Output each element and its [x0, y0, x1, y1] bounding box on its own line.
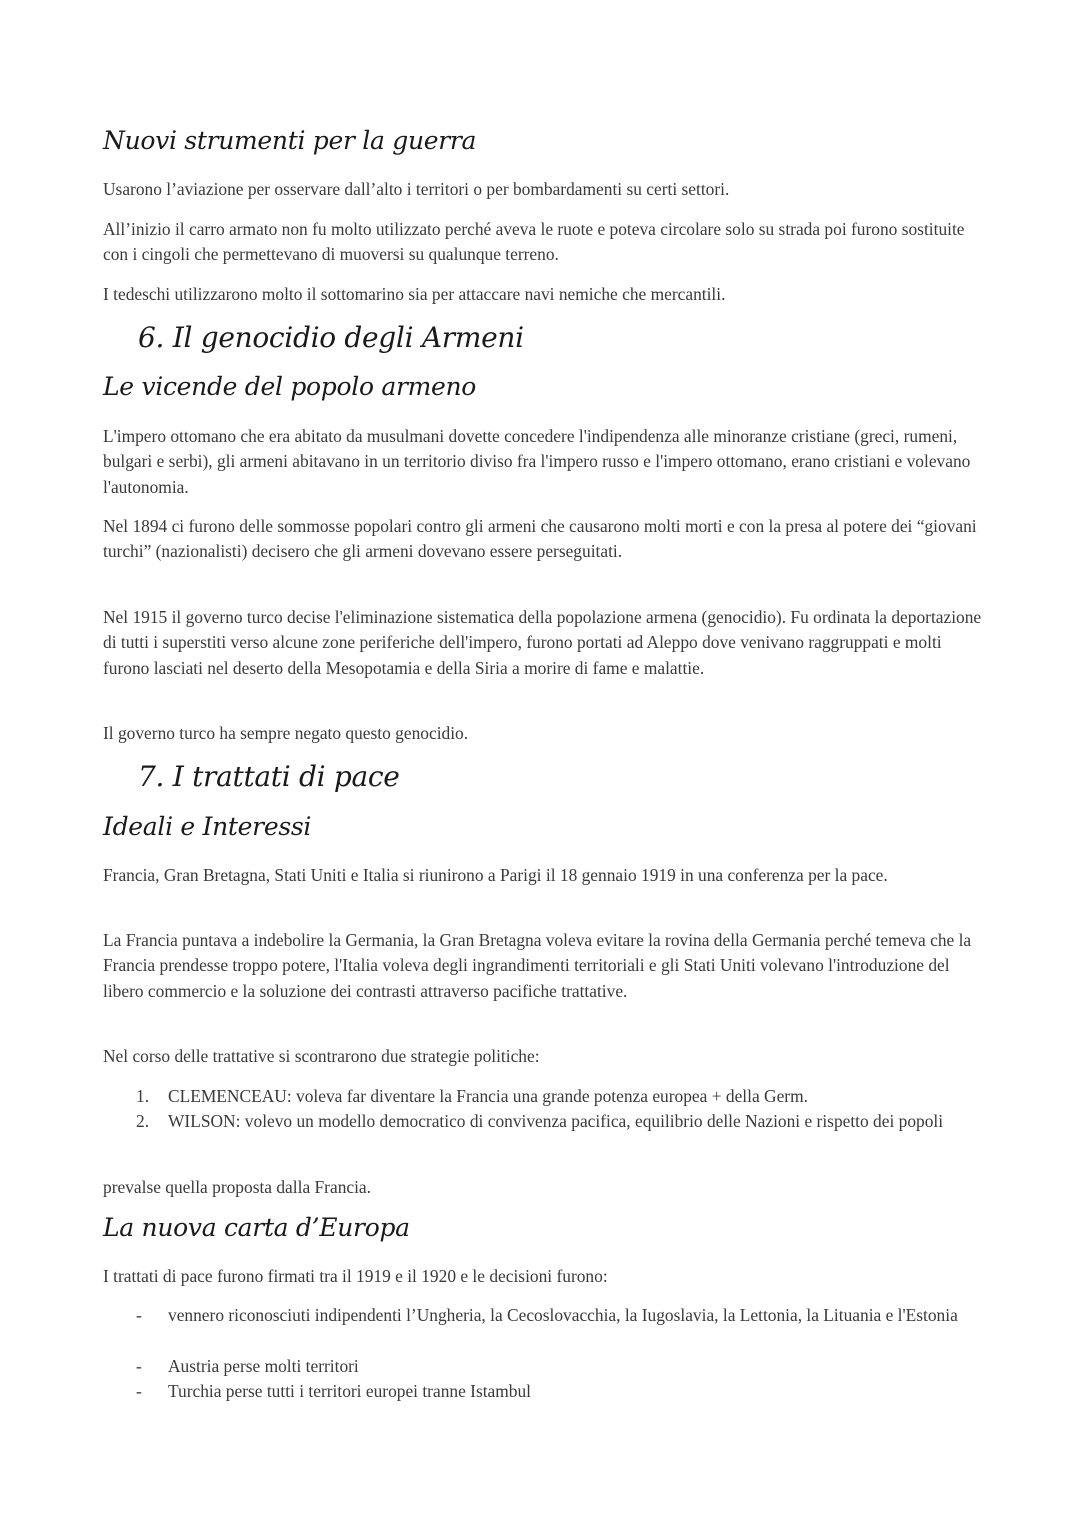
list-item-text: vennero riconosciuti indipendenti l’Ungheria, la Cecoslovacchia, la Iugoslavia, la Lettonia, la Lituania e l'Estonia	[168, 1305, 958, 1325]
paragraph: Nel 1915 il governo turco decise l'eliminazione sistematica della popolazione armena (genocidio). Fu ordinata la deportazione di tutti i superstiti verso alcune zone periferiche dell'impero, furono portati ad Aleppo dove venivano raggruppati e molti furono lasciati nel deserto della Mesopotamia e della Siria a morire di fame e malattie.	[103, 607, 982, 678]
chapter-heading-6: 6. Il genocidio degli Armeni	[138, 321, 524, 354]
bullet-list-item	[103, 1354, 983, 1379]
paragraph: prevalse quella proposta dalla Francia.	[103, 1177, 372, 1197]
list-marker: 1.	[136, 1086, 150, 1106]
list-item-text: WILSON: volevo un modello democratico di convivenza pacifica, equilibrio delle Nazioni e rispetto dei popoli	[168, 1111, 944, 1131]
paragraph: L'impero ottomano che era abitato da musulmani dovette concedere l'indipendenza alle minoranze cristiane (greci, rumeni, bulgari e serbi), gli armeni abitavano in un territorio diviso fra l'impero russo e l'impero ottomano, erano cristiani e volevano l'autonomia.	[103, 426, 971, 497]
paragraph: All’inizio il carro armato non fu molto utilizzato perché aveva le ruote e poteva circolare solo su strada poi furono sostituite con i cingoli che permettevano di muoversi su qualunque terreno.	[103, 219, 965, 265]
paragraph: Nel 1894 ci furono delle sommosse popolari contro gli armeni che causarono molti morti e con la presa al potere dei “giovani turchi” (nazionalisti) decisero che gli armeni dovevano essere perseguitati.	[103, 516, 977, 562]
paragraph: I trattati di pace furono firmati tra il 1919 e il 1920 e le decisioni furono:	[103, 1266, 608, 1286]
list-marker: -	[136, 1381, 142, 1401]
section-heading-nuovi-strumenti: Nuovi strumenti per la guerra	[103, 126, 477, 155]
list-item-text: Turchia perse tutti i territori europei tranne Istambul	[168, 1381, 532, 1401]
list-marker: -	[136, 1305, 142, 1325]
list-marker: 2.	[136, 1111, 150, 1131]
section-heading-ideali: Ideali e Interessi	[103, 812, 312, 841]
section-heading-popolo-armeno: Le vicende del popolo armeno	[103, 372, 477, 401]
list-marker: -	[136, 1356, 142, 1376]
paragraph: Francia, Gran Bretagna, Stati Uniti e Italia si riunirono a Parigi il 18 gennaio 1919 in una conferenza per la pace.	[103, 865, 888, 885]
ordered-list-item	[103, 1084, 983, 1109]
paragraph: Il governo turco ha sempre negato questo genocidio.	[103, 723, 469, 743]
list-item-text: Austria perse molti territori	[168, 1356, 359, 1376]
paragraph: Usarono l’aviazione per osservare dall’alto i territori o per bombardamenti su certi settori.	[103, 179, 730, 199]
paragraph: Nel corso delle trattative si scontrarono due strategie politiche:	[103, 1046, 540, 1066]
chapter-heading-7: 7. I trattati di pace	[138, 760, 400, 793]
paragraph: I tedeschi utilizzarono molto il sottomarino sia per attaccare navi nemiche che mercantili.	[103, 284, 726, 304]
paragraph: La Francia puntava a indebolire la Germania, la Gran Bretagna voleva evitare la rovina della Germania perché temeva che la Francia prendesse troppo potere, l'Italia voleva degli ingrandimenti territoriali e gli Stati Uniti volevano l'introduzione del libero commercio e la soluzione dei contrasti attraverso pacifiche trattative.	[103, 930, 972, 1001]
ordered-list-item	[103, 1109, 983, 1134]
bullet-list-item	[103, 1379, 983, 1404]
list-item-text: CLEMENCEAU: voleva far diventare la Francia una grande potenza europea + della Germ.	[168, 1086, 808, 1106]
bullet-list-item	[103, 1303, 983, 1328]
section-heading-nuova-carta: La nuova carta d’Europa	[103, 1213, 410, 1242]
